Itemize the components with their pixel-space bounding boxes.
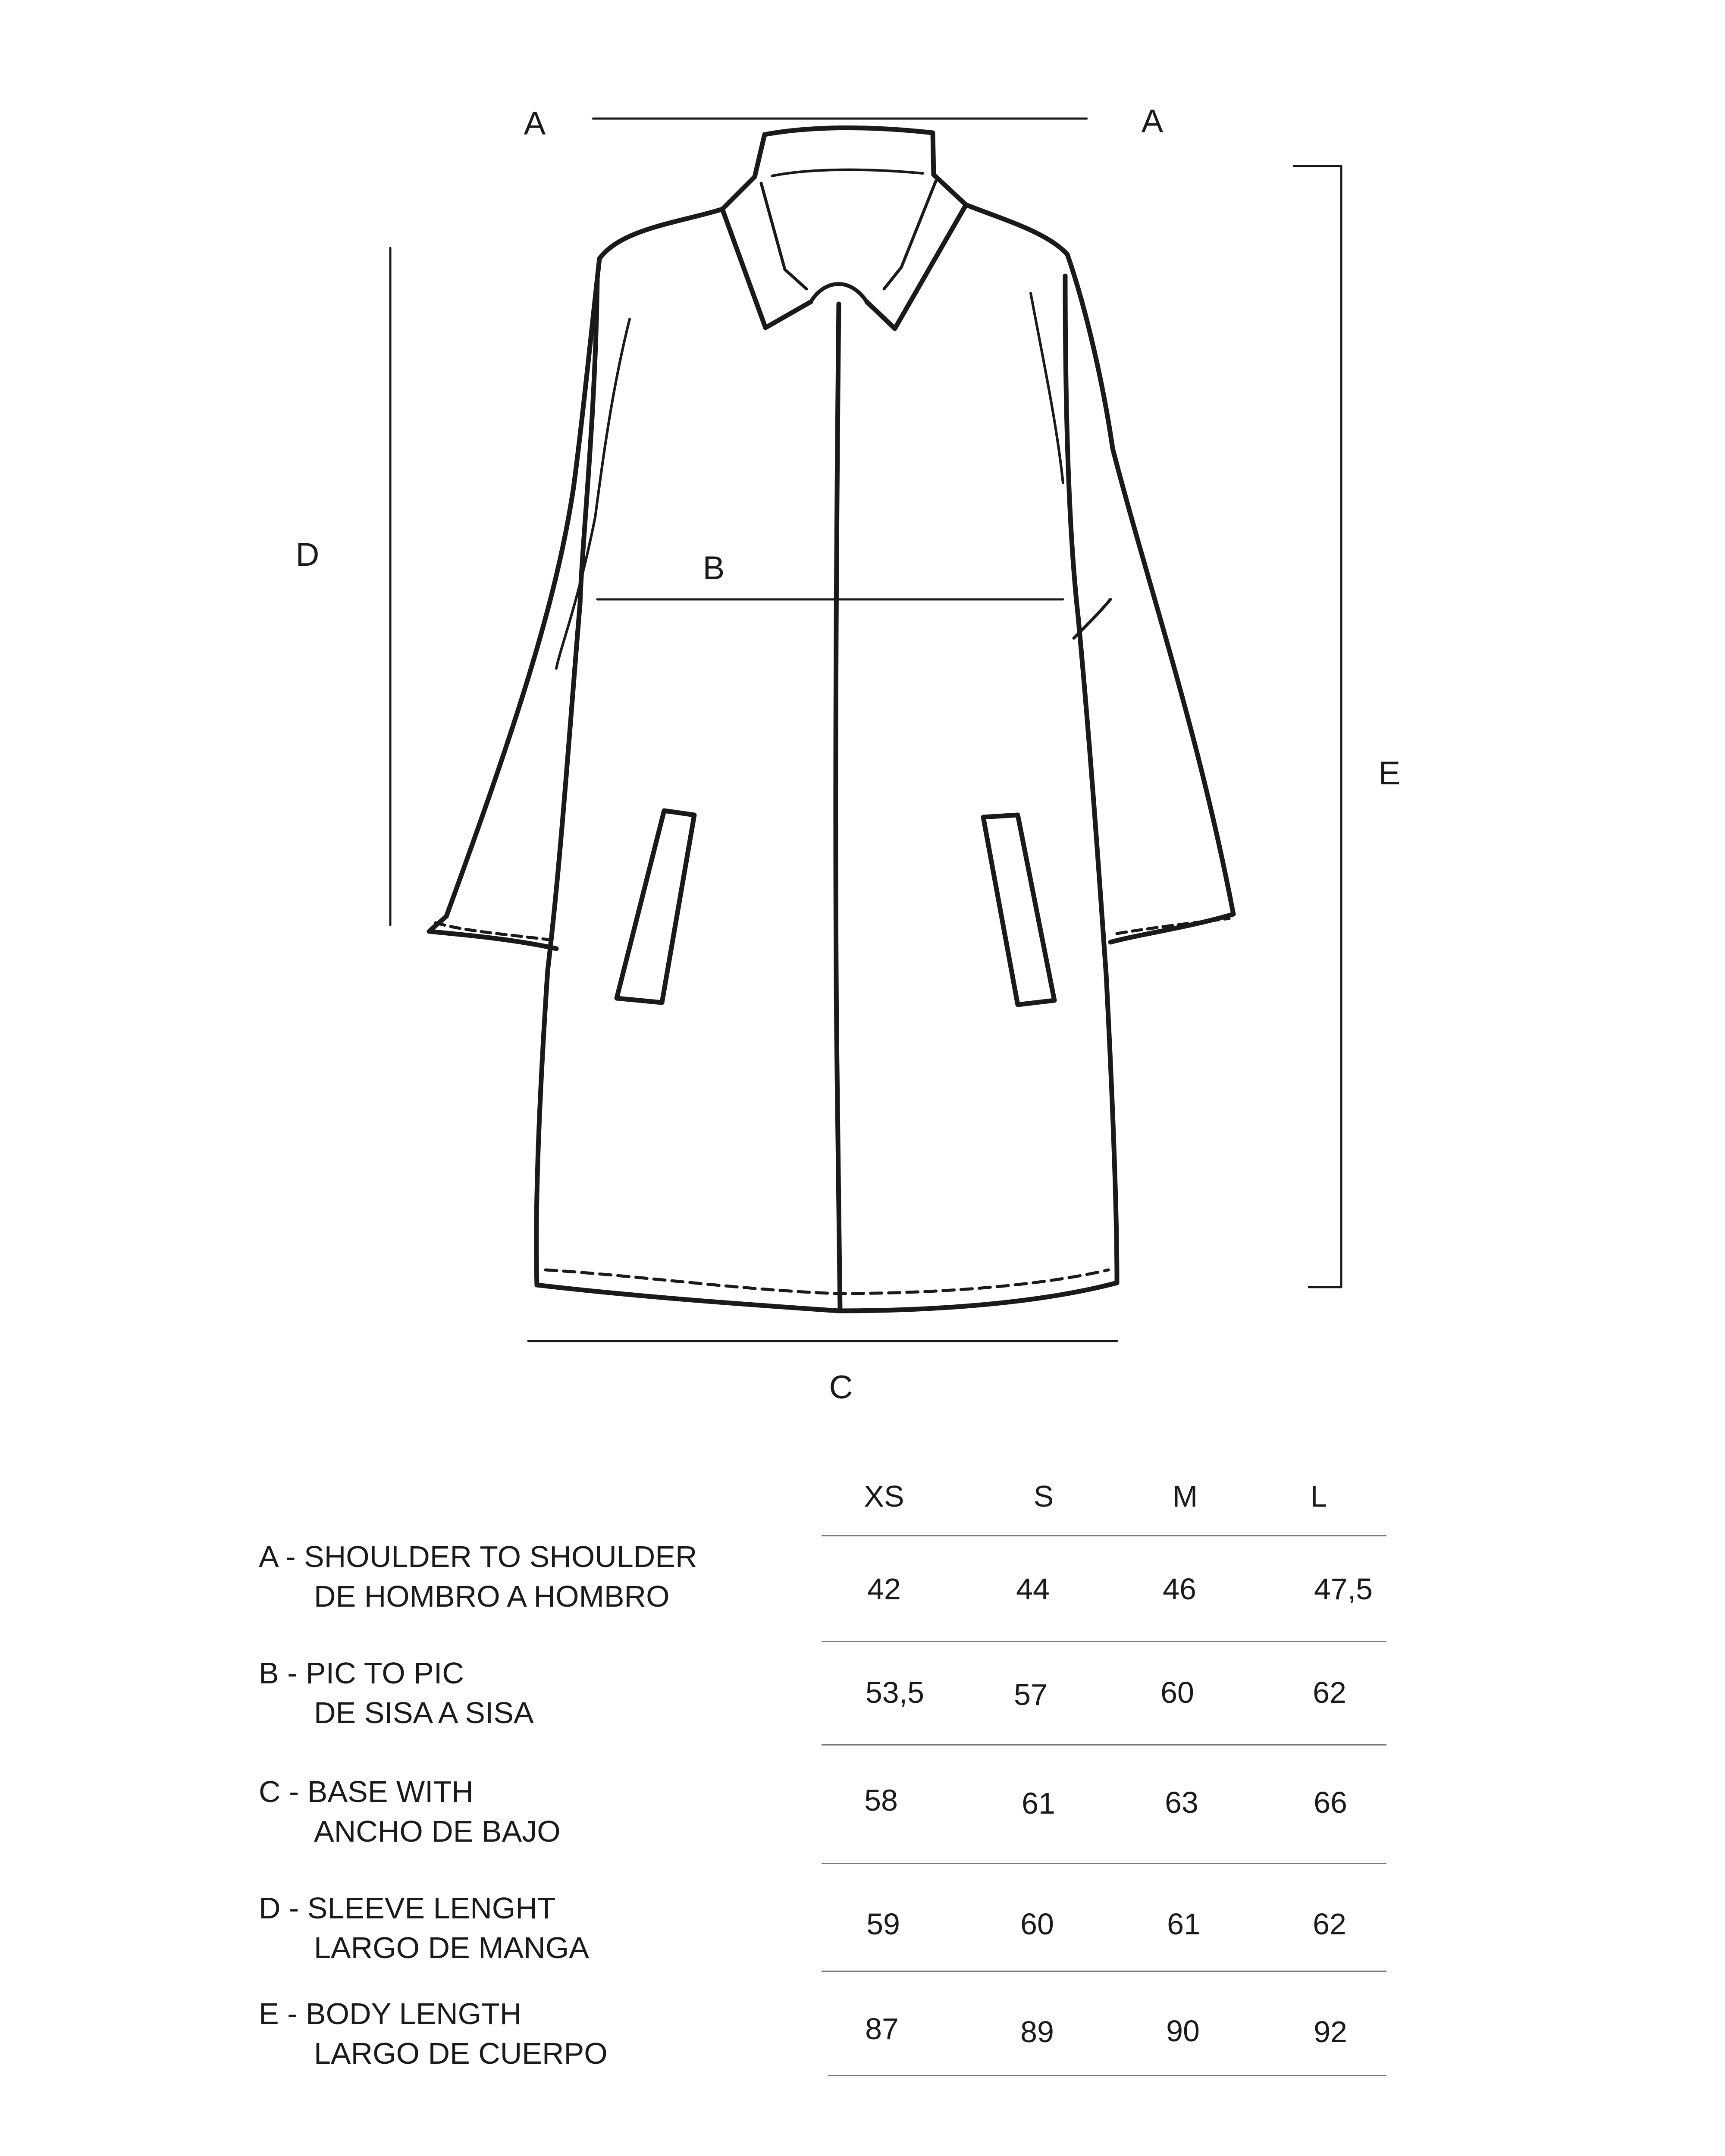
row-code-label: C - BASE WITH (259, 1775, 474, 1808)
row-sub-label: ANCHO DE BAJO (314, 1814, 561, 1848)
dimension-label-a-left: A (524, 105, 546, 142)
measure-line-e (1294, 166, 1341, 1287)
table-cell: 61 (1022, 1786, 1055, 1820)
coat-body (429, 205, 1233, 1311)
table-cell: 89 (1020, 2015, 1054, 2049)
row-sub-label: LARGO DE CUERPO (314, 2037, 608, 2070)
table-cell: 61 (1167, 1907, 1201, 1941)
dimension-label-e: E (1378, 755, 1401, 792)
table-row-label (259, 1658, 534, 1728)
coat-collar (722, 128, 966, 329)
size-header-m: M (1172, 1479, 1198, 1513)
table-cell: 62 (1313, 1676, 1346, 1709)
table-row-label (259, 1893, 589, 1963)
table-rule (822, 1971, 1386, 1972)
row-code-label: B - PIC TO PIC (259, 1656, 464, 1690)
table-cell: 66 (1314, 1786, 1347, 1819)
table-cell: 63 (1165, 1786, 1198, 1819)
table-cell: 58 (864, 1783, 898, 1817)
table-cell: 62 (1313, 1907, 1346, 1941)
row-code-label: E - BODY LENGTH (259, 1997, 522, 2031)
row-sub-label: LARGO DE MANGA (314, 1931, 589, 1965)
row-sub-label: DE HOMBRO A HOMBRO (314, 1579, 670, 1613)
table-cell: 59 (866, 1907, 900, 1941)
row-sub-label: DE SISA A SISA (314, 1696, 534, 1730)
table-cell: 47,5 (1314, 1572, 1373, 1606)
coat-pocket-right (983, 815, 1054, 1005)
dimension-label-b: B (703, 550, 725, 586)
row-code-label: A - SHOULDER TO SHOULDER (259, 1540, 697, 1573)
dimension-label-c: C (829, 1369, 853, 1406)
table-rule (822, 1535, 1386, 1536)
table-cell: 90 (1166, 2014, 1200, 2048)
table-cell: 53,5 (865, 1676, 925, 1709)
table-rule (822, 1744, 1386, 1745)
table-rule (822, 1863, 1386, 1864)
table-cell: 60 (1160, 1676, 1194, 1709)
size-header-l: L (1310, 1479, 1327, 1513)
table-cell: 57 (1014, 1678, 1048, 1711)
size-header-xs: XS (864, 1479, 904, 1513)
dimension-label-d: D (295, 536, 320, 573)
table-cell: 60 (1020, 1907, 1054, 1941)
table-row-label (259, 1999, 608, 2068)
table-rule (828, 2075, 1386, 2076)
table-row-label (259, 1777, 561, 1846)
table-row-label (259, 1542, 697, 1611)
table-cell: 87 (865, 2012, 899, 2046)
table-cell: 44 (1016, 1572, 1050, 1606)
table-cell: 92 (1314, 2015, 1347, 2049)
size-header-s: S (1033, 1479, 1054, 1513)
coat-pocket-left (617, 811, 694, 1003)
row-code-label: D - SLEEVE LENGHT (259, 1891, 556, 1925)
table-cell: 42 (867, 1572, 901, 1606)
table-rule (822, 1641, 1386, 1642)
table-cell: 46 (1163, 1572, 1196, 1606)
dimension-label-a-right: A (1141, 103, 1164, 140)
coat-placket (836, 304, 840, 1311)
